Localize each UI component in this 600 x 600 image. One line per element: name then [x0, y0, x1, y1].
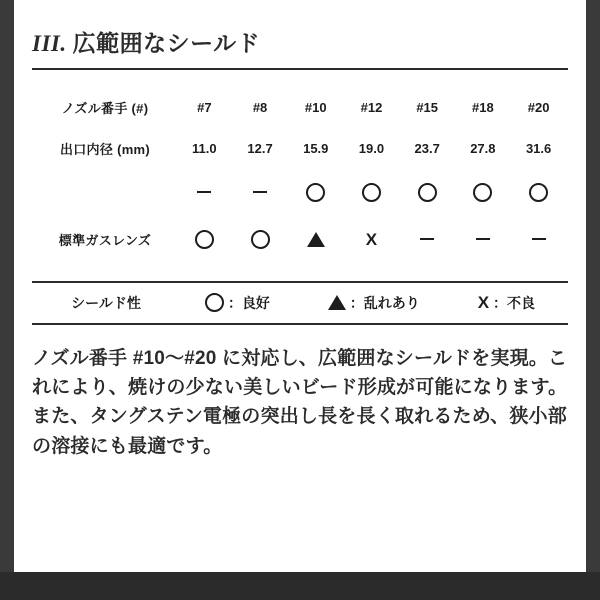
table-cell: #8 — [234, 89, 287, 127]
table-cell — [234, 171, 287, 215]
symbol-dash — [420, 238, 434, 240]
table-cell: 11.0 — [178, 130, 231, 168]
legend — [32, 281, 568, 325]
table-cell: #15 — [401, 89, 454, 127]
table-cell — [289, 218, 342, 262]
legend-item — [205, 293, 270, 313]
table-cell: #12 — [345, 89, 398, 127]
right-rail — [586, 0, 600, 600]
table-cell — [457, 218, 510, 262]
table-cell — [178, 171, 231, 215]
section-numeral: III. — [32, 31, 67, 56]
table-row — [35, 171, 565, 215]
content-area — [14, 0, 586, 600]
spec-table-area — [32, 86, 568, 265]
table-cell: #10 — [289, 89, 342, 127]
legend-item-text: ：不良 — [493, 294, 536, 311]
legend-item-text: ：乱れあり — [349, 294, 420, 311]
legend-item-text: ：良好 — [227, 294, 270, 311]
body-paragraph: ノズル番手 #10〜#20 に対応し、広範囲なシールドを実現。これにより、焼けの少ない美しいビード形成が可能になります。また、タングステン電極の突出し長を長く取れるため、狭小部の溶接にも最適です。 — [32, 347, 568, 457]
legend-label: シールド性 — [71, 294, 141, 311]
symbol-circle — [306, 183, 325, 202]
brand-text: CASCADE — [52, 183, 158, 203]
table-cell: 27.8 — [457, 130, 510, 168]
brand-bars-icon — [144, 189, 158, 203]
footer-bar — [0, 572, 600, 600]
symbol-circle — [195, 230, 214, 249]
left-rail — [0, 0, 14, 600]
table-cell — [401, 171, 454, 215]
table-row — [35, 130, 565, 168]
table-cell: #20 — [512, 89, 565, 127]
table-cell — [178, 218, 231, 262]
row-header-1: 出口内径 (mm) — [35, 130, 175, 168]
symbol-x: X — [365, 229, 378, 249]
table-cell: 31.6 — [512, 130, 565, 168]
legend-items — [176, 293, 564, 313]
spec-table — [32, 86, 568, 265]
legend-item — [478, 293, 535, 313]
symbol-circle — [418, 183, 437, 202]
table-cell — [457, 171, 510, 215]
table-cell — [345, 171, 398, 215]
symbol-dash — [476, 238, 490, 240]
symbol-dash — [532, 238, 546, 240]
table-cell: 15.9 — [289, 130, 342, 168]
row-header-3: 標準ガスレンズ — [35, 218, 175, 262]
symbol-circle — [205, 293, 224, 312]
table-cell: 19.0 — [345, 130, 398, 168]
symbol-circle — [251, 230, 270, 249]
symbol-x: X — [477, 293, 490, 313]
table-cell — [401, 218, 454, 262]
symbol-triangle — [328, 295, 346, 310]
table-cell: #18 — [457, 89, 510, 127]
table-cell — [234, 218, 287, 262]
section-title-text: 広範囲なシールド — [72, 30, 261, 56]
brand-logo — [35, 171, 175, 215]
symbol-circle — [529, 183, 548, 202]
symbol-circle — [473, 183, 492, 202]
body-area — [32, 344, 568, 462]
legend-item — [328, 293, 420, 313]
table-cell — [289, 171, 342, 215]
symbol-dash — [253, 191, 267, 193]
symbol-dash — [197, 191, 211, 193]
table-row — [35, 218, 565, 262]
table-cell — [345, 218, 398, 262]
table-cell — [512, 171, 565, 215]
page-title — [14, 0, 586, 58]
title-divider — [32, 68, 568, 70]
table-cell: #7 — [178, 89, 231, 127]
table-cell: 23.7 — [401, 130, 454, 168]
symbol-triangle — [307, 232, 325, 247]
table-row — [35, 89, 565, 127]
table-cell: 12.7 — [234, 130, 287, 168]
row-header-0: ノズル番手 (#) — [35, 89, 175, 127]
table-cell — [512, 218, 565, 262]
symbol-circle — [362, 183, 381, 202]
